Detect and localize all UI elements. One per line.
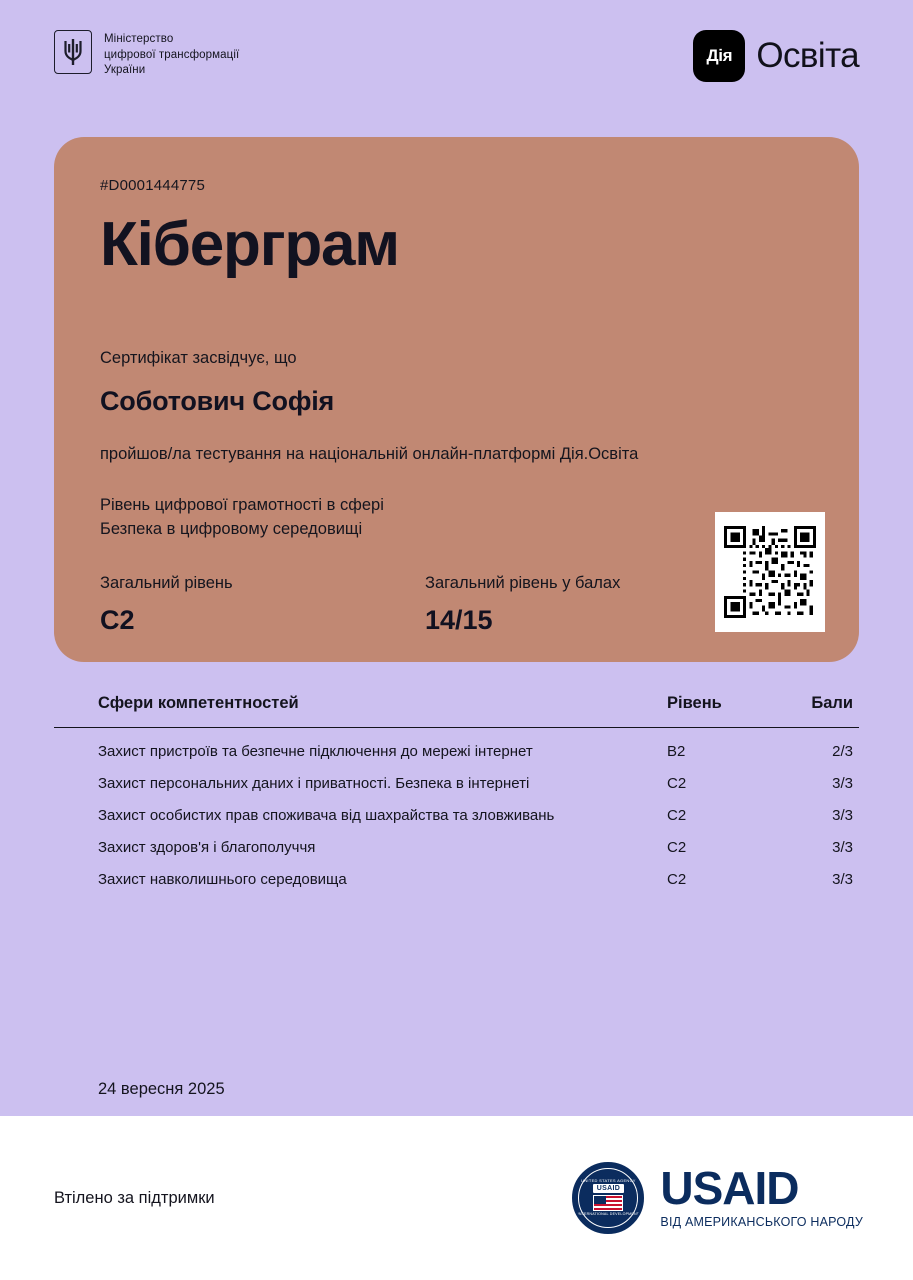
brand-name: Освіта [756,36,859,75]
level-description-line-1: Рівень цифрової грамотності в сфері [100,496,384,515]
diia-osvita-logo [693,30,859,82]
usaid-name: USAID [660,1161,799,1214]
overall-points-block [425,574,620,636]
competence-level: B2 [667,743,686,760]
table-row [54,728,859,760]
passed-statement: пройшов/ла тестування на національній онлайн-платформі Дія.Освіта [100,445,639,464]
usaid-seal-mid-text: USAID [593,1184,624,1193]
table-row [54,760,859,792]
table-header-row [54,694,859,728]
competence-level: C2 [667,807,687,824]
usaid-logo [572,1162,863,1234]
competence-score: 3/3 [832,807,853,824]
usaid-seal-bottom-text: INTERNATIONAL DEVELOPMENT [577,1212,640,1217]
competence-name: Захист навколишнього середовища [98,871,347,888]
level-description-line-2: Безпека в цифровому середовищі [100,520,363,539]
competence-name: Захист особистих прав споживача від шахрайства та зловживань [98,807,555,824]
ministry-name [104,30,239,79]
competence-score: 3/3 [832,839,853,856]
overall-points-value: 14/15 [425,604,493,635]
competence-level: C2 [667,775,687,792]
ministry-line-3: України [104,64,146,77]
competence-level: C2 [667,839,687,856]
usaid-wordmark [660,1161,863,1230]
us-flag-icon [593,1195,623,1211]
column-header-level: Рівень [667,694,722,712]
support-text: Втілено за підтримки [54,1188,215,1207]
page-header [0,0,913,108]
score-summary [100,574,813,636]
column-header-score: Бали [811,694,853,712]
level-description [100,494,813,542]
usaid-seal-icon [572,1162,644,1234]
column-header-name: Сфери компетентностей [98,694,299,712]
overall-points-label: Загальний рівень у балах [425,573,621,592]
competence-score: 3/3 [832,775,853,792]
ministry-line-2: цифрової трансформації [104,48,240,61]
ministry-line-1: Міністерство [104,33,174,45]
ukraine-trident-icon [54,30,92,74]
table-row [54,856,859,888]
competence-score: 2/3 [832,743,853,760]
ministry-logo-block [54,30,239,79]
certifies-label: Сертифікат засвідчує, що [100,349,297,368]
diia-badge: Дія [693,30,745,82]
page-footer [0,1116,913,1280]
table-row [54,824,859,856]
usaid-seal-top-text: UNITED STATES AGENCY [581,1177,636,1183]
competence-table [54,694,859,888]
recipient-name: Соботович Софія [100,386,335,417]
issue-date: 24 вересня 2025 [98,1080,225,1098]
competence-name: Захист пристроїв та безпечне підключення до мережі інтернет [98,743,533,760]
table-row [54,792,859,824]
usaid-subtitle: ВІД АМЕРИКАНСЬКОГО НАРОДУ [660,1215,863,1230]
competence-score: 3/3 [832,871,853,888]
certificate-title: Кіберграм [100,210,399,279]
overall-level-label: Загальний рівень [100,573,233,592]
competence-name: Захист персональних даних і приватності. Безпека в інтернеті [98,775,530,792]
overall-level-block [100,574,425,636]
qr-code-icon[interactable] [715,512,825,632]
overall-level-value: C2 [100,604,135,635]
certificate-card [54,137,859,662]
competence-name: Захист здоров'я і благополуччя [98,839,316,856]
document-id: #D0001444775 [100,177,205,194]
competence-level: C2 [667,871,687,888]
